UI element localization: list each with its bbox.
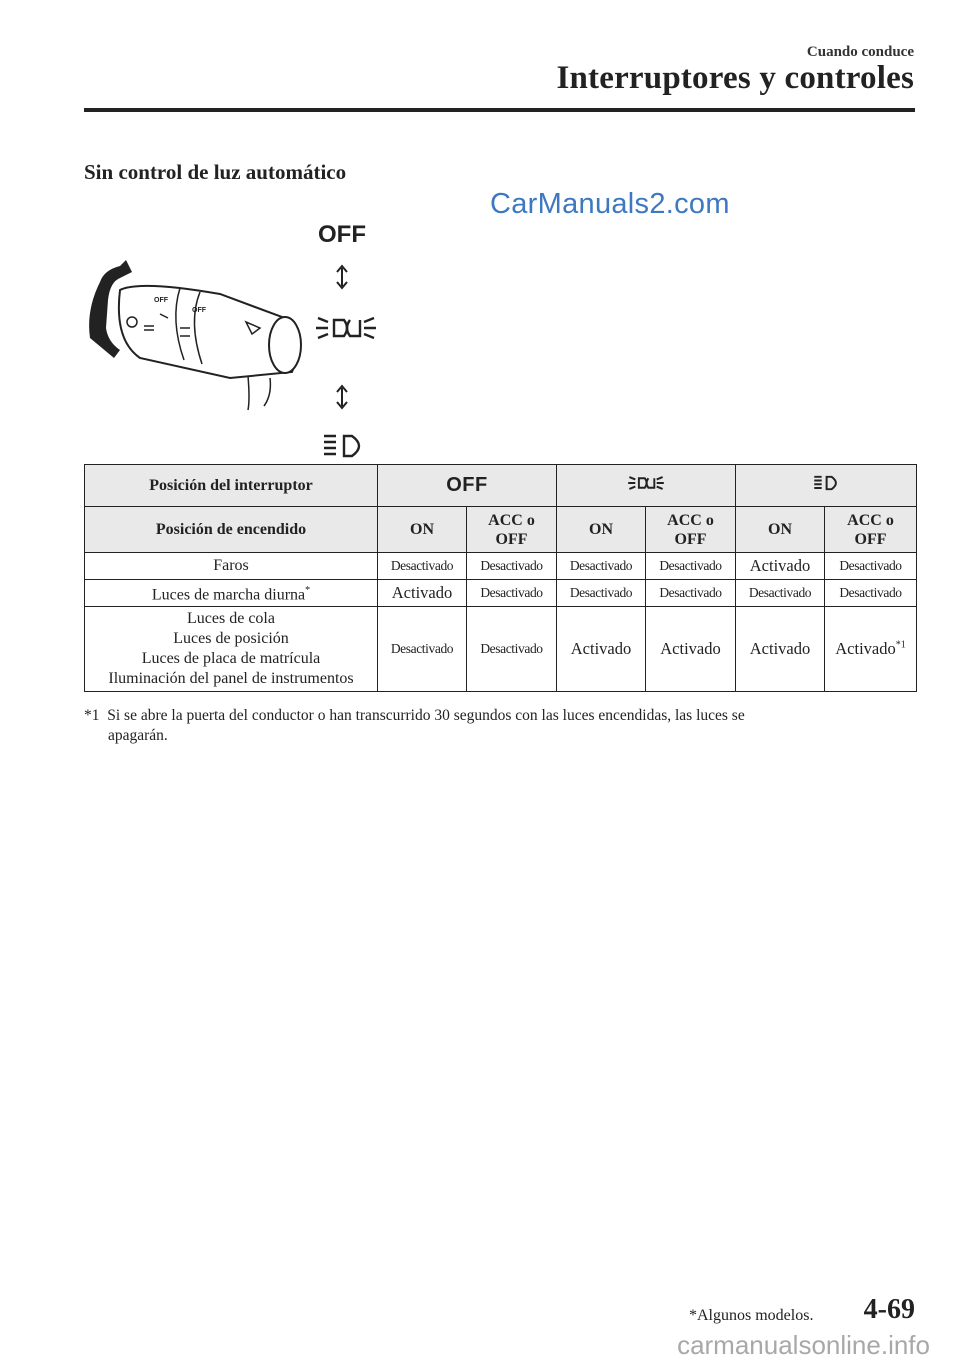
- headlight-icon: [813, 474, 839, 492]
- parking-light-icon: [627, 474, 665, 492]
- switch-position-off: [378, 465, 557, 507]
- ignition-acc-off: ACC o OFF: [646, 507, 736, 553]
- off-label: OFF: [446, 474, 488, 496]
- table-cell: Activado: [378, 580, 467, 607]
- table-cell: Activado: [557, 607, 646, 692]
- row-label-multi: Luces de cola Luces de posición Luces de placa de matrícula Iluminación del panel de instrumentos: [85, 607, 378, 692]
- table-cell: Desactivado: [467, 553, 557, 580]
- header-rule: [84, 108, 915, 112]
- watermark-bottom: carmanualsonline.info: [677, 1330, 930, 1360]
- off-position-label: OFF: [318, 221, 366, 248]
- table-cell: Desactivado: [467, 580, 557, 607]
- parking-light-icon: [316, 318, 376, 338]
- section-title: Sin control de luz automático: [84, 160, 347, 184]
- ignition-on: ON: [378, 507, 467, 553]
- table-cell: Desactivado: [467, 607, 557, 692]
- watermark-top: CarManuals2.com: [490, 188, 730, 220]
- table-cell: Activado: [736, 553, 825, 580]
- page-number: 4-69: [863, 1294, 915, 1325]
- table-cell: Desactivado: [557, 580, 646, 607]
- header-section: Cuando conduce: [806, 44, 914, 60]
- row-label-faros: Faros: [85, 553, 378, 580]
- headlight-icon: [324, 436, 359, 456]
- ignition-on: ON: [557, 507, 646, 553]
- footnote: *1 Si se abre la puerta del conductor o han transcurrido 30 segundos con las luces encendidas, las luces se apagarán.: [84, 707, 745, 744]
- table-cell: Desactivado: [557, 553, 646, 580]
- table-cell: Desactivado: [646, 580, 736, 607]
- table-cell: Desactivado: [646, 553, 736, 580]
- table-cell: Desactivado: [825, 580, 917, 607]
- ignition-acc-off: ACC o OFF: [467, 507, 557, 553]
- switch-position-header: Posición del interruptor: [85, 465, 378, 507]
- svg-text:OFF: OFF: [192, 307, 206, 314]
- lighting-lever-illustration: [80, 210, 380, 465]
- table-cell: Activado: [736, 607, 825, 692]
- table-cell: Activado: [646, 607, 736, 692]
- table-cell: Desactivado: [378, 553, 467, 580]
- table-cell: Desactivado: [825, 553, 917, 580]
- ignition-position-header: Posición de encendido: [85, 507, 378, 553]
- table-cell: Desactivado: [378, 607, 467, 692]
- table-cell: Desactivado: [736, 580, 825, 607]
- ignition-on: ON: [736, 507, 825, 553]
- page-title: Interruptores y controles: [556, 60, 914, 96]
- switch-position-headlight: [736, 465, 917, 507]
- row-label-drl: Luces de marcha diurna*: [85, 580, 378, 607]
- ignition-acc-off: ACC o OFF: [825, 507, 917, 553]
- models-note: *Algunos modelos.: [689, 1307, 814, 1324]
- table-cell: Activado$^{*1}$: [825, 607, 917, 692]
- svg-text:OFF: OFF: [154, 297, 168, 304]
- switch-position-parking: [557, 465, 736, 507]
- lights-table: [84, 464, 917, 692]
